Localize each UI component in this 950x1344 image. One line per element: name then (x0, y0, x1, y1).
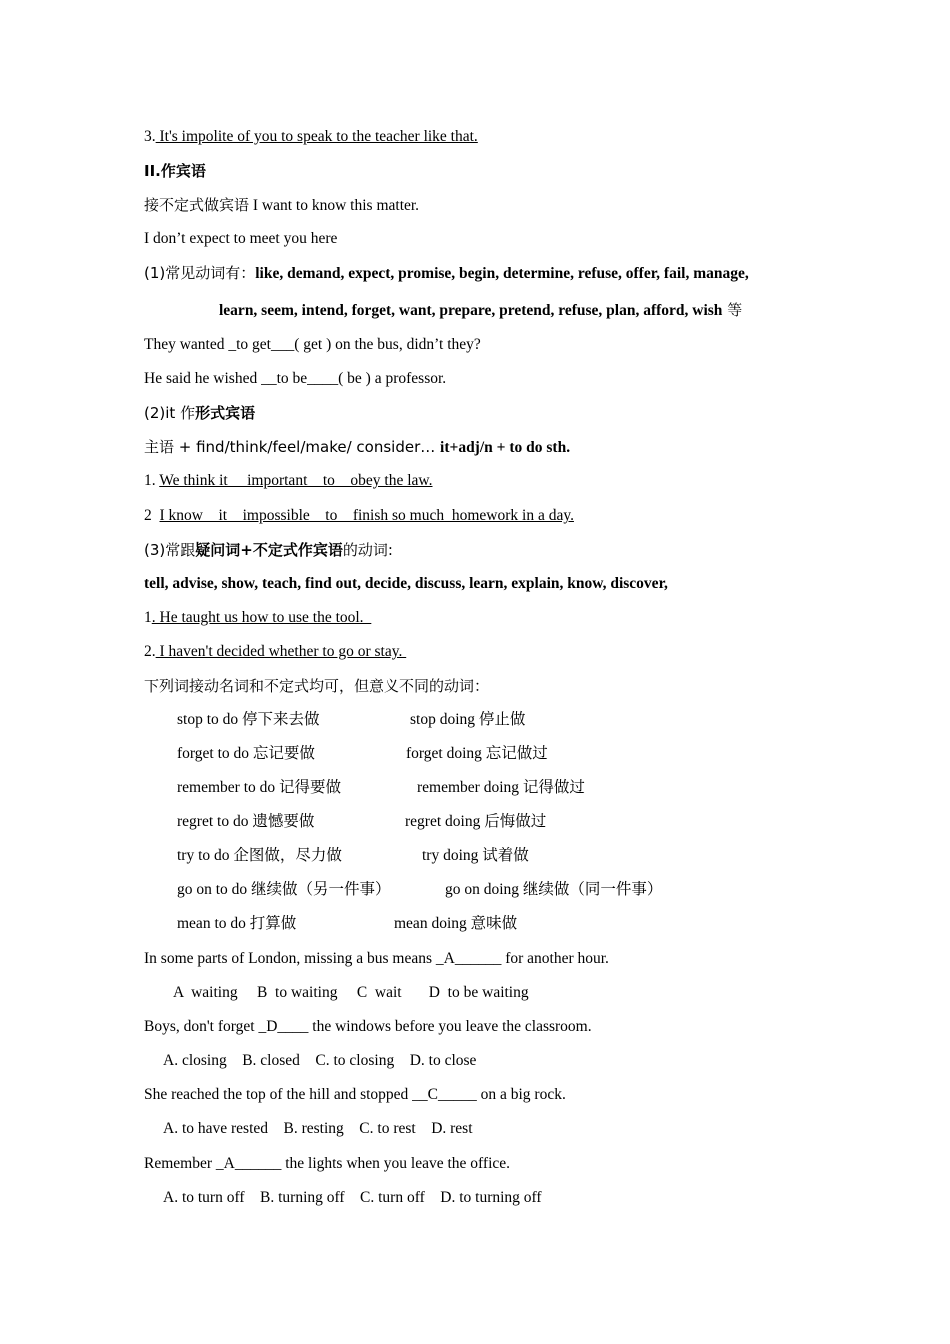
wh-infinitive-example-1 (144, 608, 371, 628)
common-verbs-list-cont: learn, seem, intend, forget, want, prepare, pretend, refuse, plan, afford, wish (219, 302, 723, 319)
item-number: 1 (144, 609, 152, 626)
verb-pair-b: remember doing 记得做过 (417, 779, 585, 796)
common-verbs-list: like, demand, expect, promise, begin, determine, refuse, offer, fail, manage, (255, 265, 749, 282)
section-heading-object: II.作宾语 (144, 162, 206, 180)
exercise-question: Boys, don't forget _D____ the windows before you leave the classroom. (144, 1018, 592, 1035)
etc-marker: 等 (722, 301, 743, 319)
exercise-options: A. to turn off B. turning off C. turn off D. to turning off (163, 1189, 542, 1206)
wh-infinitive-heading (144, 540, 393, 561)
verb-pair-b: go on doing 继续做（同一件事） (445, 881, 663, 898)
item-number: 2. (144, 643, 156, 660)
underlined-sentence: We think it important to obey the law. (159, 472, 433, 489)
formal-object-prefix: (2)it 作 (144, 404, 196, 422)
exercise-options: A waiting B to waiting C wait D to be waiting (173, 984, 529, 1001)
heading-prefix: (3)常跟 (144, 541, 196, 559)
verb-pair-a: remember to do 记得要做 (177, 779, 342, 796)
item-number: 1. (144, 472, 160, 489)
verb-pair-b: regret doing 后悔做过 (405, 813, 547, 830)
verb-pair-b: forget doing 忘记做过 (406, 745, 548, 762)
verb-pair-b: mean doing 意味做 (394, 915, 518, 932)
wh-infinitive-verbs: tell, advise, show, teach, find out, decide, discuss, learn, explain, know, discover, (144, 575, 668, 592)
heading-bold: 疑问词+不定式作宾语 (195, 541, 343, 559)
verb-pair-a: forget to do 忘记要做 (177, 745, 315, 762)
formal-object-heading (144, 403, 255, 424)
gerund-infinitive-heading: 下列词接动名词和不定式均可，但意义不同的动词： (144, 677, 490, 695)
formal-object-example-1 (144, 471, 433, 491)
verb-pair-a: go on to do 继续做（另一件事） (177, 881, 391, 898)
verb-pair-a: try to do 企图做，尽力做 (177, 847, 342, 864)
pattern-formula: it+adj/n + to do sth. (440, 439, 571, 456)
formal-object-example-2 (144, 506, 574, 526)
exercise-question: In some parts of London, missing a bus means _A______ for another hour. (144, 950, 609, 967)
common-verbs-line-1 (144, 263, 749, 284)
fill-in-sentence-2: He said he wished __to be____( be ) a professor. (144, 370, 447, 387)
underlined-sentence: It's impolite of you to speak to the teacher like that. (155, 128, 478, 145)
exercise-options: A. to have rested B. resting C. to rest D. rest (163, 1120, 473, 1137)
formal-object-label: 形式宾语 (195, 404, 256, 422)
underlined-sentence: I haven't decided whether to go or stay. (155, 643, 407, 660)
heading-suffix: 的动词: (342, 541, 393, 559)
verb-pair-a: regret to do 遗憾要做 (177, 813, 315, 830)
infinitive-object-intro (144, 195, 419, 216)
item-number: 3. (144, 128, 156, 145)
verb-pair-b: try doing 试着做 (422, 847, 529, 864)
pattern-prefix: 主语 + find/think/feel/make/ consider… (144, 438, 441, 456)
example-sentence: I don’t expect to meet you here (144, 230, 338, 247)
intro-example: I want to know this matter. (249, 197, 420, 214)
item-number: 2 (144, 507, 160, 524)
wh-infinitive-example-2 (144, 642, 406, 662)
common-verbs-line-2 (219, 300, 742, 321)
intro-label: 接不定式做宾语 (144, 196, 250, 214)
underlined-sentence: . He taught us how to use the tool. (151, 609, 372, 626)
exercise-question: Remember _A______ the lights when you leave the office. (144, 1155, 511, 1172)
example-sentence-3 (144, 127, 478, 147)
fill-in-sentence-1: They wanted _to get___( get ) on the bus, didn’t they? (144, 336, 481, 353)
verb-pair-b: stop doing 停止做 (410, 711, 526, 728)
underlined-sentence: I know _ it _ impossible _ to _ finish so much homework in a day. (159, 507, 574, 524)
formal-object-pattern (144, 437, 570, 458)
verb-pair-a: stop to do 停下来去做 (177, 711, 320, 728)
verb-pair-a: mean to do 打算做 (177, 915, 297, 932)
exercise-question: She reached the top of the hill and stopped __C_____ on a big rock. (144, 1086, 566, 1103)
common-verbs-label: (1)常见动词有： (144, 264, 256, 282)
exercise-options: A. closing B. closed C. to closing D. to close (163, 1052, 477, 1069)
